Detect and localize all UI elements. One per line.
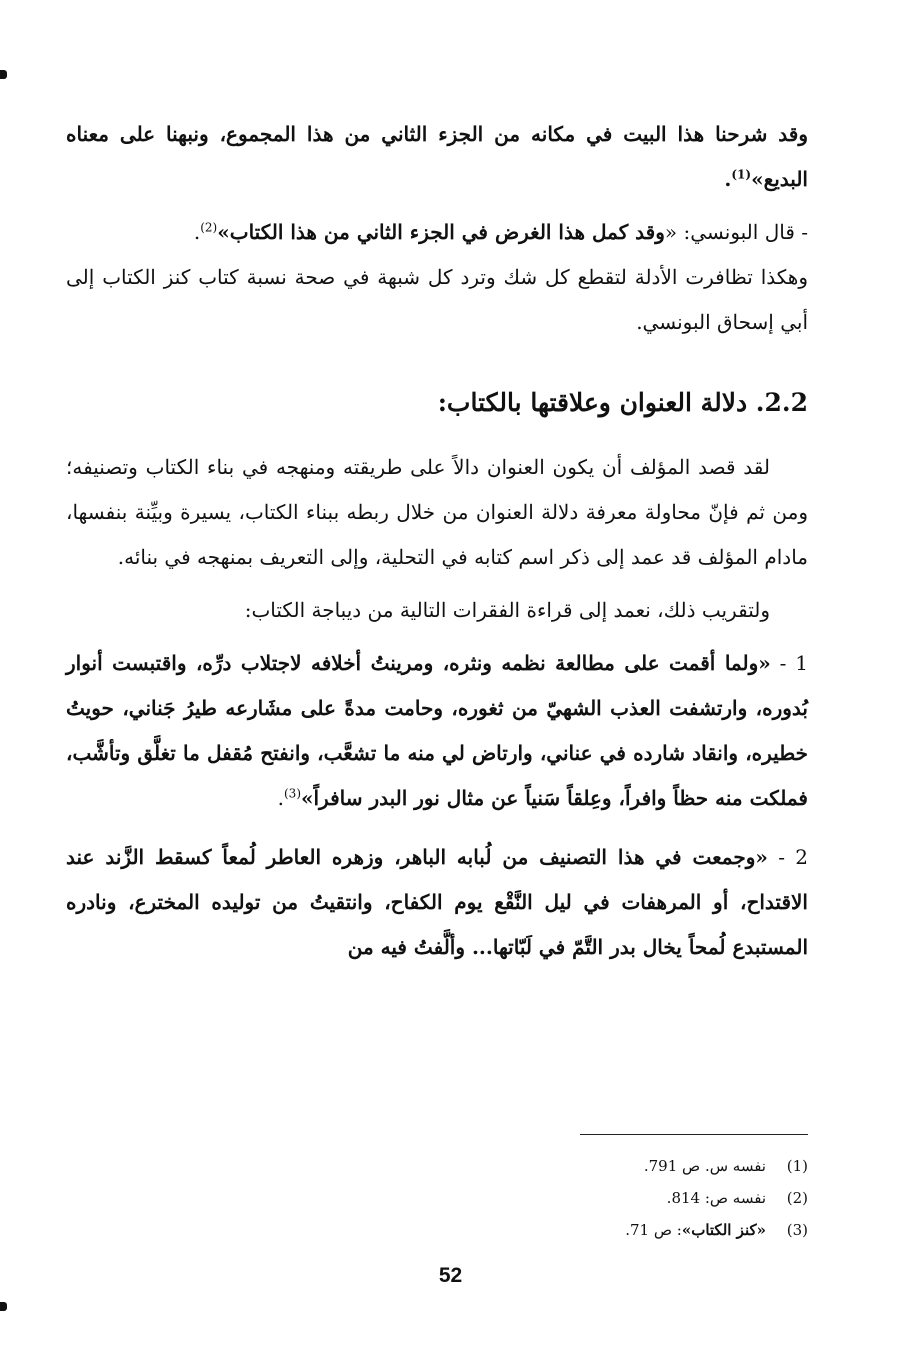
paragraph-5: ولتقريب ذلك، نعمد إلى قراءة الفقرات التالية من ديباجة الكتاب: [244, 598, 770, 622]
quote-1-text: «ولما أقمت على مطالعة نظمه ونثره، ومرينتُ أخلافه لاجتلاب درِّه، واقتبست أنوار بُدوره، وارتشفت العذب الشهيّ من ثغوره، وحامت مدةً على مشَارعه طيرُ جَناني، حويتُ خطيره، وانقاد شارده في عناني، وارتاض لي منه ما تشعَّب، وانفتح مُقفل ما تغلَّق وتأشَّب، فملكت منه حظاً وافراً، وعِلقاً سَنياً عن مثال نور البدر سافراً» [66, 651, 808, 810]
footnote-divider [580, 1134, 808, 1135]
footnote-3-number: (3) [786, 1221, 808, 1239]
footnote-1-number: (1) [786, 1157, 808, 1175]
footnotes [388, 1150, 808, 1246]
footnote-ref-1[interactable]: (1) [731, 167, 752, 182]
paragraph-3: وهكذا تظافرت الأدلة لتقطع كل شك وترد كل شبهة في صحة نسبة كتاب كنز الكتاب إلى أبي إسحاق البونسي. [66, 265, 808, 334]
page-number: 52 [438, 1264, 463, 1287]
footnote-ref-3[interactable]: (3) [283, 786, 301, 801]
scan-edge-mark-top [0, 70, 7, 79]
footnote-3-text [388, 1214, 766, 1246]
footnote-1-text: نفسه س. ص 791. [643, 1157, 766, 1175]
footnote-3-title: «كنز الكتاب» [681, 1221, 766, 1239]
section-title: 2.2. دلالة العنوان وعلاقتها بالكتاب: [437, 388, 808, 417]
footnote-1 [388, 1150, 808, 1182]
quote-1-number: 1 - [770, 651, 808, 675]
quote-2 [66, 835, 808, 970]
paragraph-1 [66, 112, 808, 202]
scan-edge-mark-bottom [0, 1302, 7, 1311]
footnote-2-text: نفسه ص: 814. [666, 1189, 766, 1207]
quote-1-end: . [277, 786, 284, 810]
paragraph-2-quote: وقد كمل هذا الغرض في الجزء الثاني من هذا الكتاب» [217, 220, 665, 244]
footnote-3-page: : ص 71. [625, 1221, 682, 1239]
paragraph-1-text: وقد شرحنا هذا البيت في مكانه من الجزء الثاني من هذا المجموع، ونبهنا على معناه البديع» [66, 122, 808, 191]
footnote-2 [388, 1182, 808, 1214]
page-body [66, 112, 808, 970]
paragraph-4: لقد قصد المؤلف أن يكون العنوان دالاً على طريقته ومنهجه في بناء الكتاب وتصنيفه؛ ومن ثم فإنّ محاولة معرفة دلالة العنوان من خلال ربطه ببناء الكتاب، يسيرة وبيِّنة بنفسها، مادام المؤلف قد عمد إلى ذكر اسم كتابه في التحلية، وإلى التعريف بمنهجه في بنائه. [66, 455, 808, 569]
footnote-2-number: (2) [786, 1189, 808, 1207]
footnote-ref-2[interactable]: (2) [200, 220, 218, 235]
footnote-3 [388, 1214, 808, 1246]
paragraph-2-end: . [193, 220, 201, 244]
quote-2-number: 2 - [767, 845, 808, 869]
quote-1 [66, 641, 808, 821]
quote-2-text: «وجمعت في هذا التصنيف من لُبابه الباهر، وزهره العاطر لُمعاً كسقط الزَّند عند الاقتداح، أو المرهفات في ليل النَّقْع يوم الكفاح، وانتقيتُ من توليده المخترع، ونادره المستبدع لُمحاً يخال بدر التَّمّ في لَبّاتها... وألَّفتُ فيه من [66, 845, 808, 959]
paragraph-1-end: . [724, 167, 732, 191]
paragraph-2-prefix: - قال البونسي: « [664, 220, 808, 244]
paragraph-2 [66, 210, 808, 255]
